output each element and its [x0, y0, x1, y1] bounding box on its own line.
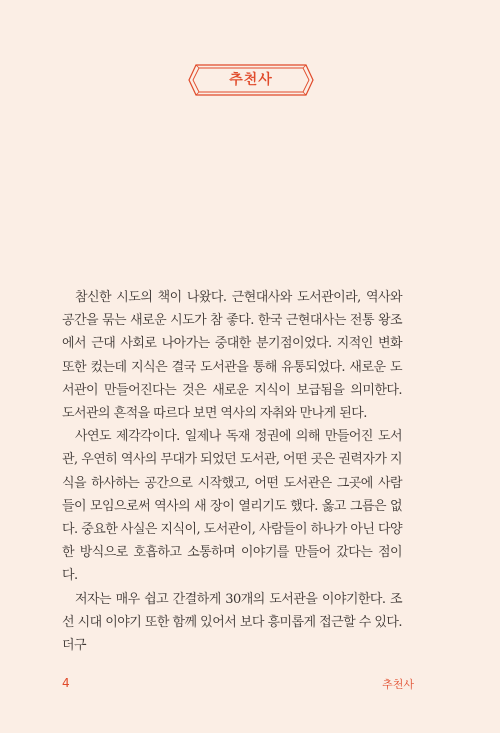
running-title: 추천사	[382, 678, 414, 691]
body-text	[62, 286, 402, 657]
paragraph-1: 참신한 시도의 책이 나왔다. 근현대사와 도서관이라, 역사와 공간을 묶는 새로운 시도가 참 좋다. 한국 근현대사는 전통 왕조에서 근대 사회로 나아가는 중대한 분기점이었다. 지적인 변화 또한 컸는데 지식은 결국 도서관을 통해 유통되었다. 새로운 도서관이 만들어진다는 것은 새로운 지식이 보급됨을 의미한다. 도서관의 흔적을 따르다 보면 역사의 자취와 만나게 된다.	[62, 290, 402, 422]
paragraph-2: 사연도 제각각이다. 일제나 독재 정권에 의해 만들어진 도서관, 우연히 역사의 무대가 되었던 도서관, 어떤 곳은 권력자가 지식을 하사하는 공간으로 시작했고, 어떤 도서관은 그곳에 사람들이 모임으로써 역사의 새 장이 열리기도 했다. 옳고 그름은 없다. 중요한 사실은 지식이, 도서관이, 사람들이 하나가 아닌 다양한 방식으로 호흡하고 소통하며 이야기를 만들어 갔다는 점이다.	[62, 429, 402, 584]
section-title: 추천사	[229, 72, 273, 88]
paragraph-3: 저자는 매우 쉽고 간결하게 30개의 도서관을 이야기한다. 조선 시대 이야기 또한 함께 있어서 보다 흥미롭게 접근할 수 있다. 더구	[62, 591, 402, 654]
page-number: 4	[62, 676, 70, 690]
section-title-badge	[186, 62, 316, 98]
